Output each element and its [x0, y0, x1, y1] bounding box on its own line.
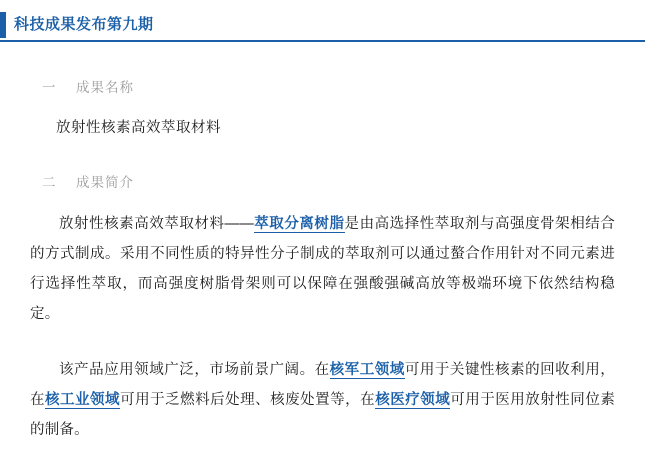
section-number: 一 [42, 80, 56, 95]
keyword-nuclear-medical: 核医疗领域 [375, 392, 451, 408]
paragraph-intro [30, 209, 615, 329]
keyword-extraction-resin: 萃取分离树脂 [253, 216, 345, 232]
paragraph-applications [30, 355, 615, 445]
section-heading-1 [30, 76, 615, 96]
paragraph-text: 可用于乏燃料后处理、核废处置等，在 [120, 392, 376, 408]
paragraph-text: 是由高选择性萃取剂与高强度骨架相结合的方式制成。采用不同性质的特异性分子制成的萃取剂可以通过螯合作用针对不同元素进行选择性萃取，而高强度树脂骨架则可以保障在强酸强碱高放等极端环境下依然结构稳定。 [30, 216, 615, 322]
header-accent-bar [0, 12, 6, 38]
document-body [0, 76, 645, 445]
page-title: 科技成果发布第九期 [14, 16, 154, 33]
paragraph-text: 放射性核素高效萃取材料—— [59, 216, 254, 232]
paragraph-text: 可用于医用放射性同位素的制备。 [30, 392, 616, 438]
paragraph-text: 该产品应用领域广泛，市场前景广阔。在 [59, 362, 330, 378]
achievement-name: 放射性核素高效萃取材料 [56, 120, 221, 136]
keyword-nuclear-industry: 核工业领域 [45, 392, 121, 408]
section-label: 成果简介 [76, 175, 134, 190]
section-heading-2 [30, 171, 615, 191]
paragraph-text: 可用于关键性核素的回收利用，在 [30, 362, 615, 408]
section-number: 二 [42, 175, 56, 190]
section-label: 成果名称 [76, 80, 134, 95]
keyword-nuclear-military: 核军工领域 [329, 362, 405, 378]
document-page [0, 12, 645, 459]
document-header [0, 12, 645, 42]
